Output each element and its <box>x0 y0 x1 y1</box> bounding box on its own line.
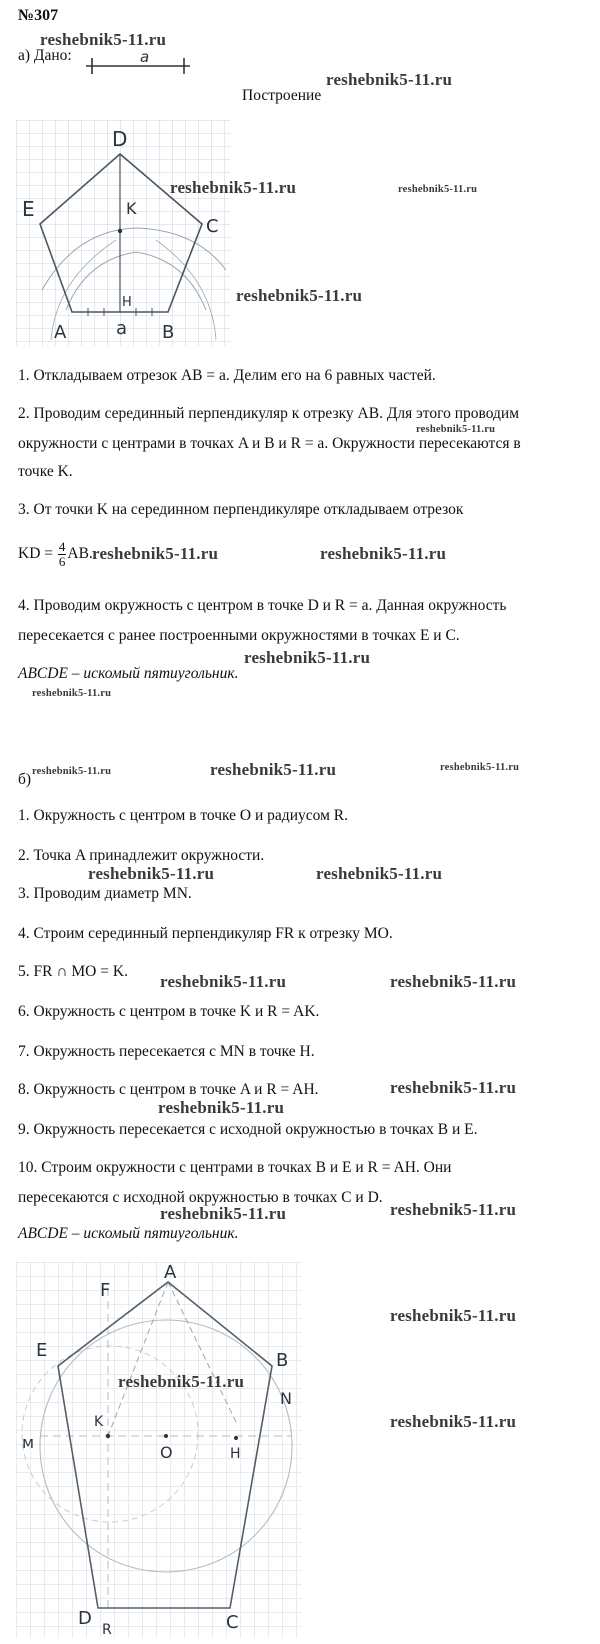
construction-title: Построение <box>242 87 322 104</box>
watermark: reshebnik5-11.ru <box>170 178 297 197</box>
watermark: reshebnik5-11.ru <box>32 688 112 699</box>
label-N: N <box>280 1389 292 1408</box>
label-K: K <box>94 1414 104 1430</box>
fraction <box>58 540 67 569</box>
b-step-3: 3. Проводим диаметр MN. <box>18 885 192 902</box>
watermark: reshebnik5-11.ru <box>390 1200 517 1219</box>
watermark: reshebnik5-11.ru <box>398 184 478 195</box>
label-H: H <box>230 1446 241 1462</box>
label-R: R <box>102 1622 112 1638</box>
watermark: reshebnik5-11.ru <box>160 972 287 991</box>
label-K: K <box>126 199 137 218</box>
b-step-7: 7. Окружность пересекается с MN в точке H. <box>18 1043 315 1060</box>
segment-label: a <box>140 48 150 66</box>
label-O: O <box>160 1443 173 1462</box>
label-A: A <box>54 322 67 343</box>
a-step-3-formula <box>18 540 93 569</box>
fraction-numerator: 4 <box>58 539 66 554</box>
figure-b-pentagon <box>16 1262 302 1638</box>
watermark: reshebnik5-11.ru <box>440 762 520 773</box>
b-step-9: 9. Окружность пересекается с исходной окружностью в точках B и E. <box>18 1121 478 1138</box>
watermark: reshebnik5-11.ru <box>236 286 363 305</box>
a-step-4-line-2: пересекается с ранее построенными окружностями в точках E и C. <box>18 627 460 644</box>
watermark: reshebnik5-11.ru <box>244 648 371 667</box>
watermark: reshebnik5-11.ru <box>118 1372 245 1391</box>
a-step-2-line-1: 2. Проводим серединный перпендикуляр к отрезку AB. Для этого проводим <box>18 405 520 422</box>
watermark: reshebnik5-11.ru <box>320 544 447 563</box>
problem-number: №307 <box>18 7 59 24</box>
given-segment-a <box>82 48 194 76</box>
watermark: reshebnik5-11.ru <box>390 1306 517 1325</box>
watermark: reshebnik5-11.ru <box>316 864 443 883</box>
label-B: B <box>276 1350 289 1371</box>
b-step-2: 2. Точка A принадлежит окружности. <box>18 847 265 864</box>
watermark: reshebnik5-11.ru <box>88 864 215 883</box>
part-b-label: б) <box>18 771 32 788</box>
watermark: reshebnik5-11.ru <box>40 30 167 49</box>
fraction-denominator: 6 <box>58 554 66 569</box>
a-step-2-line-2: окружности с центрами в точках A и B и R = a. Окружности пересекаются в <box>18 435 521 452</box>
label-F: F <box>100 1280 111 1301</box>
label-H: H <box>122 295 132 310</box>
a-result: ABCDE – искомый пятиугольник. <box>18 665 239 682</box>
part-a-label: а) Дано: <box>18 47 72 64</box>
label-D: D <box>78 1608 92 1629</box>
a-step-1: 1. Откладываем отрезок AB = a. Делим его на 6 равных частей. <box>18 367 436 384</box>
b-result: ABCDE – искомый пятиугольник. <box>18 1225 239 1242</box>
b-step-6: 6. Окружность с центром в точке K и R = AK. <box>18 1003 320 1020</box>
label-a: a <box>116 318 128 339</box>
label-C: C <box>206 216 219 237</box>
b-step-1: 1. Окружность с центром в точке O и радиусом R. <box>18 807 348 824</box>
watermark: reshebnik5-11.ru <box>326 70 453 89</box>
b-step-8: 8. Окружность с центром в точке A и R = AH. <box>18 1081 319 1098</box>
label-M: м <box>22 1433 35 1452</box>
watermark: reshebnik5-11.ru <box>92 544 219 563</box>
watermark: reshebnik5-11.ru <box>32 766 112 777</box>
label-E: E <box>22 197 35 221</box>
label-B: B <box>162 322 175 343</box>
a-step-4-line-1: 4. Проводим окружность с центром в точке D и R = a. Данная окружность <box>18 597 507 614</box>
watermark: reshebnik5-11.ru <box>390 1078 517 1097</box>
label-A: A <box>164 1262 177 1283</box>
b-step-10-line-2: пересекаются с исходной окружностью в точках C и D. <box>18 1189 383 1206</box>
figure-a-pentagon <box>16 120 230 346</box>
watermark: reshebnik5-11.ru <box>390 1412 517 1431</box>
watermark: reshebnik5-11.ru <box>158 1098 285 1117</box>
watermark: reshebnik5-11.ru <box>390 972 517 991</box>
label-E: E <box>36 1340 48 1361</box>
watermark: reshebnik5-11.ru <box>416 424 496 435</box>
watermark: reshebnik5-11.ru <box>160 1204 287 1223</box>
b-step-5: 5. FR ∩ MO = K. <box>18 963 128 980</box>
formula-suffix: AB. <box>67 545 93 563</box>
b-step-10-line-1: 10. Строим окружности с центрами в точках B и E и R = AH. Они <box>18 1159 452 1176</box>
label-C: C <box>226 1612 239 1633</box>
label-D: D <box>112 127 128 151</box>
formula-prefix: KD = <box>18 545 54 563</box>
a-step-2-line-3: точке K. <box>18 463 73 480</box>
b-step-4: 4. Строим серединный перпендикуляр FR к отрезку MO. <box>18 925 393 942</box>
watermark: reshebnik5-11.ru <box>210 760 337 779</box>
a-step-3-line-1: 3. От точки K на серединном перпендикуляре откладываем отрезок <box>18 501 464 518</box>
